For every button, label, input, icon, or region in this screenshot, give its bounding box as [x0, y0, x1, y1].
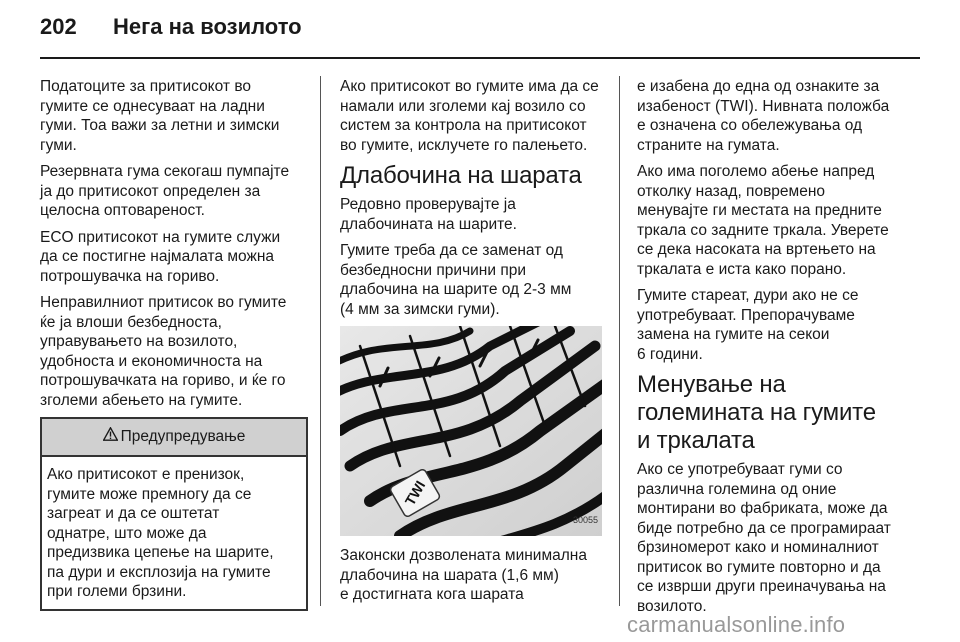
paragraph: Гумите стареат, дури ако не се употребуваат. Препорачуваме замена на гумите на секои 6 години.: [637, 287, 859, 363]
twi-label: TWI: [401, 477, 429, 509]
figure-code: 30055: [572, 514, 598, 525]
page-title: Нега на возилото: [113, 14, 302, 39]
column-1: [40, 77, 308, 611]
paragraph: Неправилниот притисок во гумите ќе ја влоши безбедноста, управувањето на возилото, удобноста и економичноста на потрошувачката на гориво, и ќе го зголеми абењето на гумите.: [40, 294, 287, 409]
paragraph: е изабена до една од ознаките за изабеност (TWI). Нивната положба е означена со обележувања од страните на гумата.: [637, 78, 890, 154]
paragraph: ECO притисокот на гумите служи да се постигне најмалата можна потрошувачка на гориво.: [40, 228, 281, 285]
tire-tread-figure: [340, 326, 602, 536]
paragraph: Ако притисокот во гумите има да се намали или зголеми кај возило со систем за контрола на притисокот во гумите, исклучете го палењето.: [340, 78, 599, 154]
column-2: [340, 77, 608, 612]
warning-header: [42, 419, 306, 457]
paragraph: Ако се употребуваат гуми со различна големина од оние монтирани во фабриката, може да биде потребно да се програмираат брзиномерот како и номиналниот притисок во гумите повторно и да се изврши други преиначувања на возилото.: [637, 461, 891, 615]
warning-body: Ако притисокот е пренизок, гумите може премногу да се загреат и да се оштетат однатре, што може да предизвика цепење на шарите, па дури и експлозија на гумите при големи брзини.: [47, 466, 274, 600]
warning-title: Предупредување: [120, 428, 246, 446]
paragraph: Резервната гума секогаш пумпајте ја до притисокот определен за целосна оптовареност.: [40, 163, 290, 219]
warning-triangle-icon: [103, 427, 118, 447]
paragraph: Ако има поголемо абење напред отколку назад, повремено менувајте ги местата на предните тркала со задните тркала. Уверете се дека насоката на вртењето на тркалата е иста како порано.: [637, 163, 889, 278]
paragraph: Редовно проверувајте ја длабочината на шарите.: [340, 196, 517, 233]
column-divider-2: [619, 76, 620, 606]
paragraph: Податоците за притисокот во гумите се однесуваат на ладни гуми. Тоа важи за летни и зимски гуми.: [40, 78, 280, 154]
page-number: 202: [40, 14, 77, 39]
section-heading-tyre-size-change: Менување на големината на гумите и тркалата: [637, 371, 876, 454]
figure-caption: Законски дозволената минимална длабочина на шарата (1,6 мм) е достигната кога шарата: [340, 547, 587, 603]
warning-box: [40, 417, 308, 611]
column-divider-1: [320, 76, 321, 606]
section-heading-tread-depth: Длабочина на шарата: [340, 162, 582, 189]
column-3: [637, 77, 922, 623]
header-rule: [40, 57, 920, 59]
paragraph: Гумите треба да се заменат од безбедносни причини при длабочина на шарите од 2-3 мм (4 мм за зимски гуми).: [340, 242, 572, 318]
watermark: carmanualsonline.info: [627, 612, 846, 637]
